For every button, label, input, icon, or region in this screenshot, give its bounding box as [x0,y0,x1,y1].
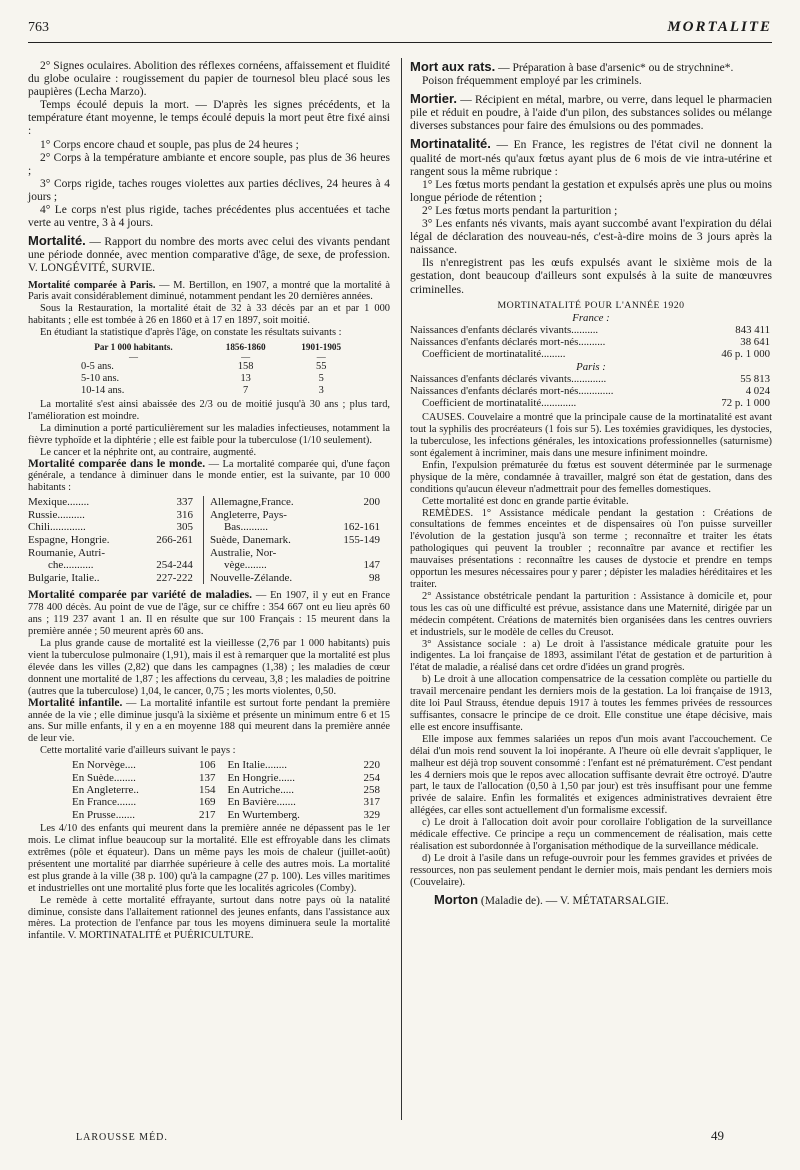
mortinatalite-1920-table [410,300,772,410]
table-cell: En Suède........ [72,771,136,784]
temps-item-3: 3° Corps rigide, taches rouges violettes aux parties déclives, 24 heures à 4 jours ; [28,177,390,203]
table-cell: 266-261 [156,534,193,547]
table-cell: 316 [176,508,193,521]
table-cell: 220 [363,759,380,772]
maladies-heading: Mortalité comparée par variété de maladies. [28,589,252,602]
morton-text: (Maladie de). — V. MÉTATARSALGIE. [480,894,669,907]
age-table-dash: — [241,352,251,363]
table-row [28,559,390,572]
table-cell: Nouvelle-Zélande. [203,572,326,585]
table-cell [139,547,203,560]
table-cell: 106 [198,759,216,772]
paris-after-2: La diminution a porté particulièrement sur les maladies infectieuses, notamment la fièvre typhoïde et la diphtérie ; elle est faible pour la tuberculose (1/10 seulement). [28,422,390,446]
table-row [28,534,390,547]
infantile-after-2: Le remède à cette mortalité effrayante, surtout dans notre pays où la natalité diminue, consiste dans l'allaitement rationnel des jeunes enfants, dans l'assistance aux mères. La protection de l'enfance par tous les moyens diminuera seule la mortalité infantile. V. MORTINATALITÉ et PUÉRICULTURE. [28,894,390,942]
mort-aux-rats-heading: Mort aux rats. [410,59,496,74]
running-title: MORTALITE [667,19,772,35]
paris-after-3: Le cancer et la néphrite ont, au contraire, augmenté. [40,446,257,458]
table-caption: MORTINATALITÉ POUR L'ANNÉE 1920 [497,299,685,311]
table-row [72,784,392,796]
table-row: Naissances d'enfants déclarés mort-nés............. 4 024 [410,384,770,397]
table-cell: En France....... [72,796,137,809]
monde-heading: Mortalité comparée dans le monde. [28,457,206,470]
morton-heading: Morton [434,891,479,907]
maladies-text-1: — En 1907, il y eut en France 778 400 décès. Au point de vue de l'âge, sur ce chiffre : 354 667 ont eu lieu après 60 ans ; 119 237 avant 1 an. Il en résulte que sur 100 Français : 15 meurent dans la première année ; 50 meurent après 60 ans. [28,590,390,638]
table-row [28,547,390,560]
publisher-mark: LAROUSSE MÉD. [76,1132,168,1143]
page-number: 763 [28,20,49,35]
remedes-4: b) Le droit à une allocation compensatrice de la cessation complète ou partielle du travail mercenaire pendant les derniers mois de la gestation. La loi française de 1913, dite loi Paul Strauss, étendue depuis 1917 à toutes les femmes privées de ressources suffisantes, consacre le principe de ce droit. Elle constitue une étape décisive, mais elle est encore insuffisante. [410,674,772,733]
paris-text-3: En étudiant la statistique d'après l'âge, on constate les résultats suivants : [40,327,342,339]
temps-item-4: 4° Le corps n'est plus rigide, taches précédentes plus accentuées et tache verte au ventre, 3 à 4 jours. [28,204,390,230]
remedes-7: d) Le droit à l'asile dans un refuge-ouvroir pour les femmes gravides et privées de ressources, non pas seulement pendant le dernier mois, mais pendant les derniers mois (Couvelaire). [410,852,772,888]
table-cell: 154 [198,783,216,796]
mortinatalite-text-5: Ils n'enregistrent pas les œufs expulsés avant le sixième mois de la gestation, dont beaucoup d'ailleurs sont expulsés à la suite de manœuvres criminelles. [410,257,772,296]
header-rule [28,42,772,43]
table-row [28,509,390,522]
table-cell: 147 [363,559,380,572]
table-cell: 55 [316,361,327,373]
table-row: Naissances d'enfants déclarés vivants............. 55 813 [410,372,770,385]
table-cell: En Hongrie...... [227,771,295,784]
table-cell [326,547,390,560]
table-cell: Suède, Danemark. [203,534,326,547]
column-divider [401,58,402,1120]
table-cell: En Bavière....... [227,796,296,809]
infantile-text: — La mortalité infantile est surtout forte pendant la première année de la vie ; elle diminue jusqu'à la sixième et présente un minimum entre 6 et 15 ans. Sur mille enfants, il y en a en moyenne 188 qui meurent dans la première année de leur vie. [28,697,390,745]
table-cell: Espagne, Hongrie. [28,534,110,547]
table-cell: 317 [363,796,380,809]
mortier-heading: Mortier. [410,91,457,107]
paris-section [28,280,390,459]
mortier-text: — Récipient en métal, marbre, ou verre, dans lequel le pharmacien pile et réduit en poudre, à l'aide d'un pilon, des substances solides ou mélange diverses substances pour faire des émulsions ou des pommades. [410,94,773,133]
causes-3: Cette mortalité est donc en grande partie évitable. [422,495,629,507]
infantile-heading: Mortalité infantile. [28,696,123,709]
paris-text-2: Sous la Restauration, la mortalité était de 32 à 33 décès par an et par 1 000 habitants ; elle est tombée à 26 en 1860 et à 17 en 1897, soit moitié. [28,303,390,327]
causes-1: CAUSES. Couvelaire a montré que la principale cause de la mortinatalité est avant tout la syphilis des procréateurs (1 fois sur 5). Les toxémies gravidiques, les dystocies, la tuberculose, les infections générales, les intoxications professionnelles (saturnisme) sont également à incriminer, mais dans une mesure infiniment moindre. [410,412,772,460]
left-column [28,60,390,942]
table-cell: 98 [369,571,380,584]
right-column [410,60,772,908]
temps-ecoule-paragraph: Temps écoulé depuis la mort. — D'après les signes précédents, et la température étant moyenne, le temps écoulé depuis la mort peut être fixé ainsi : [28,99,390,138]
paris-heading: Mortalité comparée à Paris. [28,279,156,291]
table-cell: 10-14 ans. [81,385,125,397]
signes-oculaires-paragraph: 2° Signes oculaires. Abolition des réflexes cornéens, affaissement et fluidité du globe oculaire : rougissement du papier de tournesol bleu placé sous les paupières (Lecha Marzo). [28,60,390,99]
table-cell: 158 [237,361,254,373]
table-row [28,572,390,585]
table-cell: Russie.......... [28,508,85,521]
table-cell: Roumanie, Autri- [28,546,105,559]
table-row [72,772,392,784]
mortinatalite-item-3: 3° Les enfants nés vivants, mais ayant succombé avant l'expiration du délai légal de déclaration des nouveau-nés, c'est-à-dire moins de 3 jours après la naissance. [410,218,772,257]
mort-aux-rats-extra: Poison fréquemment employé par les criminels. [422,75,642,88]
table-cell: Allemagne,France. [203,496,326,509]
age-table-dash: — [316,352,326,363]
infant-mortality-table [72,759,392,821]
mortalite-heading: Mortalité. [28,233,86,249]
temps-item-1: 1° Corps encore chaud et souple, pas plus de 24 heures ; [40,138,299,151]
table-cell: Bulgarie, Italie.. [28,571,100,584]
table-cell: 200 [363,496,380,509]
table-subhead-paris: Paris : [576,360,606,373]
table-subhead-france: France : [572,311,610,324]
causes-remedes-section [410,412,772,888]
maladies-section [28,590,390,757]
table-cell: Bas.......... [203,521,326,534]
table-row: Coefficient de mortinatalité......... 46 p. 1 000 [422,348,770,361]
table-cell: Chili............. [28,521,86,534]
table-cell: 227-222 [156,571,193,584]
table-cell: En Prusse....... [72,808,135,821]
table-row: Coefficient de mortinatalité............. 72 p. 1 000 [422,397,770,410]
mortinatalite-item-1: 1° Les fœtus morts pendant la gestation et expulsés après une plus ou moins longue période de rétention ; [410,178,772,204]
table-cell: 337 [176,496,193,509]
page-header [28,18,772,40]
table-cell: 137 [198,771,216,784]
age-table-header: Par 1 000 habitants. [94,342,173,353]
remedes-3: 3° Assistance sociale : a) Le droit à l'assistance médicale gratuite pour les indigentes. La loi française de 1893, assimilant l'état de gestation et de parturition à l'état de maladie, a réalisé dans cet ordre d'idées un grand progrès. [410,638,772,674]
table-cell: En Autriche..... [227,783,295,796]
table-row [28,496,390,509]
remedes-1: REMÈDES. 1° Assistance médicale pendant la gestation : Créations de consultations de femmes enceintes et de dispensaires où l'on puisse surveiller l'évolution de la gestation jusqu'à son terme ; reconnaître et traiter les états pathologiques qui peuvent la troubler ; reconnaître par avance et rectifier les mauvaises présentations : reconnaître les causes de dystocie et prendre en temps opportun les mesures nécessaires pour y parer ; dépister les maladies héréditaires et les traiter. [410,507,772,591]
mort-aux-rats-text: — Préparation à base d'arsenic* ou de strychnine*. [498,62,734,74]
table-cell: 217 [198,808,216,821]
table-cell: 3 [318,385,324,397]
table-cell: 7 [243,385,249,397]
mortinatalite-text-1: — En France, les registres de l'état civil ne donnent la qualité de mort-nés qu'aux fœtus ayant plus de 6 mois de vie intra-utérine et rangent sous la même rubrique : [410,139,773,178]
table-cell: Mexique........ [28,496,90,509]
table-cell: 5 [318,373,324,385]
table-cell: 329 [363,808,380,821]
mortalite-entry [28,234,390,275]
table-cell: En Wurtemberg. [227,808,300,821]
infantile-after-1: Les 4/10 des enfants qui meurent dans la première année ne dépassent pas le 1er mois. Le climat influe beaucoup sur la mortalité. Elle est effroyable dans les climats extrêmes (pôle et équateur). Dans un même pays les mois de chaleur (juillet-août) présentent une mortalité par diarrhée supérieure à celle des autres mois. La mortalité est plus grande à la ville (38 p. 100) qu'à la campagne (27 p. 100). Les villes maritimes et industrielles ont une mortalité plus forte que les localités agricoles (Comby). [28,823,390,894]
table-row [59,361,359,373]
table-cell: En Italie........ [227,759,288,772]
table-cell: 13 [240,373,251,385]
table-row [72,759,392,771]
table-cell: 5-10 ans. [81,373,120,385]
paris-after-1: La mortalité s'est ainsi abaissée des 2/3 ou de moitié jusqu'à 30 ans ; plus tard, l'amélioration est moindre. [28,399,390,422]
table-cell: Australie, Nor- [203,547,326,560]
causes-2: Enfin, l'expulsion prématurée du fœtus est souvent déterminée par le surmenage physique de la mère, condamnée à travailler, malgré son état de gestation, dans des conditions qu'aucun éleveur n'admettrait pour des femelles domestiques. [410,459,772,495]
remedes-5: Elle impose aux femmes salariées un repos d'un mois avant l'accouchement. Ce délai d'un mois rend souvent la loi inopérante. A l'heure où elle devrait s'appliquer, le malheur est déjà trop souvent consommé : l'enfant est né prématurément. C'est pendant les 4 derniers mois que le repos avec allocation suffisante devrait être octroyé. D'autre part, le taux de l'allocation (0,50 à 1,50 par jour) est très insuffisant pour une femme privée de salaire. Enfin les formalités et exigences administratives devraient être allégées, car elles sont actuellement d'un formalisme excessif. [410,733,772,817]
age-table-dash: — [128,352,138,363]
table-cell: 0-5 ans. [81,361,114,373]
table-row [72,809,392,821]
remedes-2: 2° Assistance obstétricale pendant la parturition : Assistance à domicile et, pour tous les cas où une difficulté est prévue, assistance dans une Maternité, dirigée par un médecin compétent. Créations de maternités bien organisées dans les centres ouvriers et industriels, sur le modèle de celles du Creusot. [410,590,772,638]
table-cell [326,509,390,522]
mortinatalite-heading: Mortinatalité. [410,136,491,152]
table-cell: Angleterre, Pays- [203,509,326,522]
table-row [59,385,359,397]
table-row: Naissances d'enfants déclarés mort-nés.......... 38 641 [410,336,770,349]
table-cell: 162-161 [343,521,380,534]
temps-item-2: 2° Corps à la température ambiante et encore souple, pas plus de 36 heures ; [28,151,390,177]
table-row [59,341,359,353]
table-cell: 254-244 [156,559,193,572]
table-row [72,796,392,808]
table-cell: che........... [48,559,94,572]
mortalite-text: — Rapport du nombre des morts avec celui des vivants pendant une période donnée, avec mention comparative d'âge, de sexe, de profession. V. LONGÉVITÉ, SURVIE. [28,236,390,275]
age-table-header: 1856-1860 [225,342,266,353]
table-cell: En Angleterre.. [72,783,139,796]
table-cell: 305 [176,521,193,534]
table-row [28,521,390,534]
age-table-header: 1901-1905 [301,342,342,353]
monde-section [28,459,390,585]
table-cell: 169 [198,796,216,809]
world-mortality-table [28,496,390,584]
table-row [59,373,359,385]
table-cell: 155-149 [343,534,380,547]
table-row [59,353,359,361]
paris-text-1: — M. Bertillon, en 1907, a montré que la mortalité à Paris avait considérablement diminué, notamment pendant les 20 dernières années. [28,279,391,303]
monde-text: — La mortalité comparée qui, d'une façon générale, a tendance à diminuer dans le monde entier, est la suivante, par 10 000 habitants : [28,458,390,494]
sheet-number: 49 [711,1128,724,1143]
table-cell: En Norvège.... [72,759,136,772]
page-footer [28,1128,772,1148]
table-row: Naissances d'enfants déclarés vivants.......... 843 411 [410,324,770,336]
table-cell: vège........ [203,559,326,572]
age-mortality-table [59,341,359,397]
mortinatalite-item-2: 2° Les fœtus morts pendant la parturition ; [422,204,618,217]
remedes-6: c) Le droit à l'allocation doit avoir pour corollaire l'obligation de la surveillance médicale effective. Ce principe a reçu un commencement de réalisation, mais cette réalisation est subordonnée à l'organisation méthodique de la surveillance médicale. [410,817,772,852]
table-cell: 254 [363,771,380,784]
infantile-intro: Cette mortalité varie d'ailleurs suivant le pays : [40,745,236,757]
table-cell: 258 [363,783,380,796]
maladies-text-2: La plus grande cause de mortalité est la vieillesse (2,76 par 1 000 habitants) puis vient la tuberculose pulmonaire (1,91), mais il est à remarquer que la mortalité est plus élevée dans les villes (2,82) que dans les campagnes (1,38) ; les maladies de cœur donnent une mortalité de 1,87 ; les affections du cerveau, 3,8 ; les maladies de poitrine (autres que la tuberculose) 1,04, le cancer, 0,75 ; les morts violentes, 0,50. [28,638,390,697]
